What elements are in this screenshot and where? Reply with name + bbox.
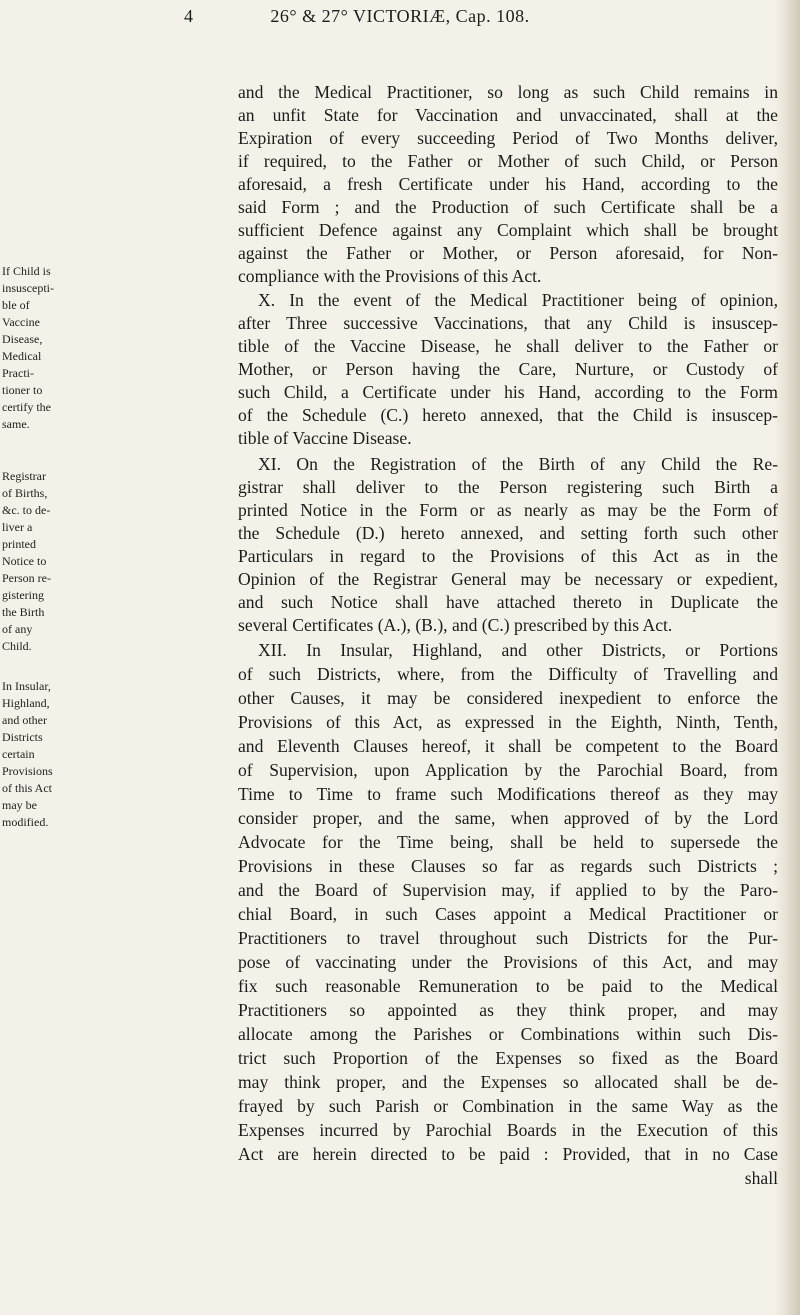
body-line: after Three successive Vaccinations, that any Child is insuscep- bbox=[238, 313, 778, 333]
body-line: Provisions in these Clauses so far as regards such Districts ; bbox=[238, 856, 778, 876]
body-line: may think proper, and the Expenses so allocated shall be de- bbox=[238, 1072, 778, 1092]
body-line: pose of vaccinating under the Provisions of this Act, and may bbox=[238, 952, 778, 972]
body-line: tible of the Vaccine Disease, he shall deliver to the Father or bbox=[238, 336, 778, 356]
body-line: said Form ; and the Production of such Certificate shall be a bbox=[238, 197, 778, 217]
sidenote-line: &c. to de- bbox=[2, 503, 51, 517]
body-line: Particulars in regard to the Provisions of this Act as in the bbox=[238, 546, 778, 566]
body-line: gistrar shall deliver to the Person registering such Birth a bbox=[238, 477, 778, 497]
sidenote-line: insuscepti- bbox=[2, 281, 54, 295]
body-line: Expenses incurred by Parochial Boards in the Execution of this bbox=[238, 1120, 778, 1140]
body-line: and the Medical Practitioner, so long as such Child remains in bbox=[238, 82, 778, 102]
body-line: and such Notice shall have attached thereto in Duplicate the bbox=[238, 592, 778, 612]
body-line: compliance with the Provisions of this Act. bbox=[238, 266, 542, 286]
body-line: an unfit State for Vaccination and unvaccinated, shall at the bbox=[238, 105, 778, 125]
body-line: trict such Proportion of the Expenses so fixed as the Board bbox=[238, 1048, 778, 1068]
sidenote-line: Vaccine bbox=[2, 315, 40, 329]
sidenote-line: of Births, bbox=[2, 486, 48, 500]
sidenote-line: certain bbox=[2, 747, 35, 761]
sidenote-line: may be bbox=[2, 798, 37, 812]
sidenote-line: Districts bbox=[2, 730, 43, 744]
sidenote-line: certify the bbox=[2, 400, 51, 414]
sidenote-insular-districts bbox=[2, 678, 72, 831]
sidenote-line: same. bbox=[2, 417, 30, 431]
body-line: consider proper, and the same, when approved of by the Lord bbox=[238, 808, 778, 828]
body-line: of the Schedule (C.) hereto annexed, that the Child is insuscep- bbox=[238, 405, 778, 425]
body-line: of such Districts, where, from the Difficulty of Travelling and bbox=[238, 664, 778, 684]
section-x-first-line: X. In the event of the Medical Practitioner being of opinion, bbox=[258, 290, 778, 310]
body-line: Practitioners so appointed as they think proper, and may bbox=[238, 1000, 778, 1020]
sidenote-line: liver a bbox=[2, 520, 33, 534]
sidenote-line: the Birth bbox=[2, 605, 45, 619]
sidenote-line: of this Act bbox=[2, 781, 52, 795]
sidenote-line: Practi- bbox=[2, 366, 34, 380]
sidenote-line: gistering bbox=[2, 588, 44, 602]
body-line: aforesaid, a fresh Certificate under his Hand, according to the bbox=[238, 174, 778, 194]
sidenote-line: In Insular, bbox=[2, 679, 51, 693]
body-line: such Child, a Certificate under his Hand, according to the Form bbox=[238, 382, 778, 402]
body-line: Practitioners to travel throughout such Districts for the Pur- bbox=[238, 928, 778, 948]
body-line: fix such reasonable Remuneration to be paid to the Medical bbox=[238, 976, 778, 996]
sidenote-registrar-notice bbox=[2, 468, 72, 655]
body-line: several Certificates (A.), (B.), and (C.) prescribed by this Act. bbox=[238, 615, 673, 635]
body-line: other Causes, it may be considered inexpedient to enforce the bbox=[238, 688, 778, 708]
sidenote-line: and other bbox=[2, 713, 47, 727]
body-line: frayed by such Parish or Combination in the same Way as the bbox=[238, 1096, 778, 1116]
body-line: printed Notice in the Form or as nearly as may be the Form of bbox=[238, 500, 778, 520]
body-line: Time to Time to frame such Modifications thereof as they may bbox=[238, 784, 778, 804]
sidenote-line: If Child is bbox=[2, 264, 51, 278]
body-line: Mother, or Person having the Care, Nurture, or Custody of bbox=[238, 359, 778, 379]
sidenote-line: printed bbox=[2, 537, 36, 551]
body-line: Advocate for the Time being, shall be held to supersede the bbox=[238, 832, 778, 852]
body-line: chial Board, in such Cases appoint a Medical Practitioner or bbox=[238, 904, 778, 924]
sidenote-line: Notice to bbox=[2, 554, 47, 568]
body-line: Provisions of this Act, as expressed in the Eighth, Ninth, Tenth, bbox=[238, 712, 778, 732]
sidenote-line: Person re- bbox=[2, 571, 51, 585]
body-line: and the Board of Supervision may, if applied to by the Paro- bbox=[238, 880, 778, 900]
body-line: tible of Vaccine Disease. bbox=[238, 428, 412, 448]
catchword: shall bbox=[744, 1168, 778, 1188]
section-xi-first-line: XI. On the Registration of the Birth of any Child the Re- bbox=[258, 454, 778, 474]
sidenote-line: Medical bbox=[2, 349, 42, 363]
sidenote-line: Registrar bbox=[2, 469, 46, 483]
sidenote-line: Disease, bbox=[2, 332, 43, 346]
page-number: 4 bbox=[184, 6, 193, 26]
body-line: Act are herein directed to be paid : Provided, that in no Case bbox=[238, 1144, 778, 1164]
body-line: Expiration of every succeeding Period of Two Months deliver, bbox=[238, 128, 778, 148]
body-line: of Supervision, upon Application by the Parochial Board, from bbox=[238, 760, 778, 780]
body-line: against the Father or Mother, or Person aforesaid, for Non- bbox=[238, 243, 778, 263]
sidenote-line: Provisions bbox=[2, 764, 53, 778]
sidenote-line: Highland, bbox=[2, 696, 50, 710]
sidenote-line: tioner to bbox=[2, 383, 43, 397]
sidenote-insusceptible-child bbox=[2, 263, 72, 433]
section-xii-first-line: XII. In Insular, Highland, and other Districts, or Portions bbox=[258, 640, 778, 660]
body-line: and Eleventh Clauses hereof, it shall be competent to the Board bbox=[238, 736, 778, 756]
body-line: if required, to the Father or Mother of such Child, or Person bbox=[238, 151, 778, 171]
body-line: sufficient Defence against any Complaint which shall be brought bbox=[238, 220, 778, 240]
body-line: allocate among the Parishes or Combinations within such Dis- bbox=[238, 1024, 778, 1044]
body-line: Opinion of the Registrar General may be necessary or expedient, bbox=[238, 569, 778, 589]
sidenote-line: modified. bbox=[2, 815, 49, 829]
sidenote-line: of any bbox=[2, 622, 33, 636]
running-head: 26° & 27° VICTORIÆ, Cap. 108. bbox=[270, 6, 530, 26]
sidenote-line: Child. bbox=[2, 639, 32, 653]
sidenote-line: ble of bbox=[2, 298, 30, 312]
body-line: the Schedule (D.) hereto annexed, and setting forth such other bbox=[238, 523, 778, 543]
